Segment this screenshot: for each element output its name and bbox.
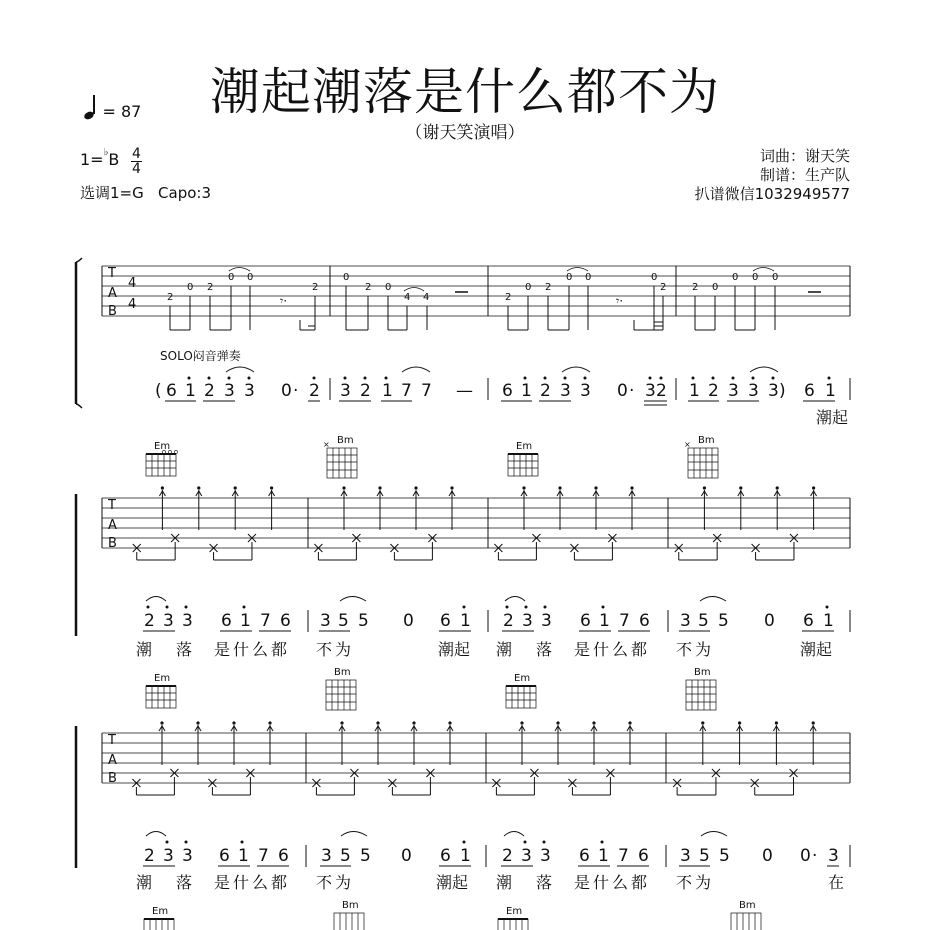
svg-text:4: 4	[404, 292, 411, 303]
svg-text:3: 3	[748, 381, 759, 401]
svg-text:潮: 潮	[496, 873, 513, 892]
svg-text:3: 3	[768, 381, 779, 401]
svg-text:Bm: Bm	[334, 667, 351, 678]
svg-text:Em: Em	[506, 906, 523, 917]
song-subtitle: （谢天笑演唱）	[405, 123, 525, 143]
svg-text:在: 在	[828, 873, 845, 892]
svg-text:2: 2	[167, 292, 174, 303]
chord-name-bm-2: Bm	[698, 435, 715, 446]
svg-text:·: ·	[812, 846, 818, 866]
svg-text:落: 落	[536, 873, 553, 892]
svg-text:6: 6	[639, 611, 650, 631]
svg-text:0: 0	[247, 272, 254, 283]
svg-text:1: 1	[825, 381, 836, 401]
svg-text:0: 0	[187, 282, 194, 293]
svg-text:5: 5	[338, 611, 349, 631]
svg-text:𝄾·: 𝄾·	[280, 294, 288, 308]
svg-text:落: 落	[536, 640, 553, 659]
chord-row-b	[146, 667, 716, 710]
svg-text:0: 0	[585, 272, 592, 283]
svg-text:0: 0	[772, 272, 779, 283]
svg-text:3: 3	[340, 381, 351, 401]
svg-text:不为: 不为	[676, 873, 715, 892]
svg-text:1: 1	[599, 611, 610, 631]
svg-text:6: 6	[502, 381, 513, 401]
svg-text:2: 2	[502, 846, 513, 866]
row2-jianpu-dots	[147, 606, 829, 609]
svg-text:2: 2	[708, 381, 719, 401]
svg-text:3: 3	[182, 846, 193, 866]
svg-text:1: 1	[240, 611, 251, 631]
accent-dot	[412, 721, 415, 724]
svg-text:落: 落	[176, 873, 193, 892]
accent-dot	[376, 721, 379, 724]
strum-pattern-3	[132, 721, 816, 795]
accent-dot	[594, 486, 597, 489]
svg-text:0: 0	[228, 272, 235, 283]
svg-text:是什么都: 是什么都	[214, 640, 291, 659]
svg-text:潮起: 潮起	[436, 873, 469, 892]
svg-text:2: 2	[365, 282, 372, 293]
svg-text:0: 0	[525, 282, 532, 293]
svg-text:1: 1	[185, 381, 196, 401]
accent-dot	[448, 721, 451, 724]
svg-text:0: 0	[651, 272, 658, 283]
svg-text:潮: 潮	[496, 640, 513, 659]
svg-text:Em: Em	[152, 906, 169, 917]
intro-jianpu	[155, 381, 836, 401]
intro-stems	[170, 286, 821, 330]
svg-text:Bm: Bm	[739, 900, 756, 911]
accent-dot	[520, 721, 523, 724]
svg-text:2: 2	[204, 381, 215, 401]
svg-text:7: 7	[619, 611, 630, 631]
svg-text:3: 3	[163, 611, 174, 631]
svg-text:A: A	[108, 753, 117, 768]
svg-text:7: 7	[260, 611, 271, 631]
row2-jianpu	[144, 611, 834, 631]
svg-text:3: 3	[182, 611, 193, 631]
svg-text:3: 3	[522, 611, 533, 631]
accent-dot	[775, 721, 778, 724]
svg-text:6: 6	[166, 381, 177, 401]
svg-text:6: 6	[579, 846, 590, 866]
svg-text:2: 2	[505, 292, 512, 303]
tab-letter-a: A	[108, 286, 117, 301]
svg-text:𝄾·: 𝄾·	[616, 294, 624, 308]
svg-text:2: 2	[207, 282, 214, 293]
chord-row-c	[144, 900, 761, 930]
svg-text:6: 6	[440, 611, 451, 631]
svg-text:不为: 不为	[676, 640, 715, 659]
accent-dot	[342, 486, 345, 489]
svg-text:是什么都: 是什么都	[574, 873, 651, 892]
chord-name-bm: Bm	[337, 435, 354, 446]
svg-text:0: 0	[281, 381, 292, 401]
svg-text:·: ·	[293, 381, 299, 401]
svg-text:Bm: Bm	[342, 900, 359, 911]
solo-label: SOLO闷音弹奏	[160, 349, 241, 363]
svg-text:—: —	[456, 381, 473, 401]
svg-text:3: 3	[828, 846, 839, 866]
svg-text:T: T	[108, 498, 116, 513]
row3-jianpu	[144, 846, 839, 866]
row2-lyrics	[136, 640, 832, 659]
tab-ts-bottom: 4	[128, 297, 137, 312]
svg-text:6: 6	[804, 381, 815, 401]
svg-text:T: T	[108, 733, 116, 748]
svg-text:Bm: Bm	[694, 667, 711, 678]
tab-letter-t: T	[108, 266, 116, 281]
svg-text:2: 2	[692, 282, 699, 293]
svg-text:2: 2	[656, 381, 667, 401]
svg-text:2: 2	[144, 611, 155, 631]
svg-text:·: ·	[629, 381, 635, 401]
svg-text:1: 1	[238, 846, 249, 866]
svg-text:3: 3	[580, 381, 591, 401]
intro-lyric-end: 潮起	[816, 408, 849, 427]
chord-name-em: Em	[154, 441, 171, 452]
svg-text:0: 0	[764, 611, 775, 631]
svg-text:3: 3	[728, 381, 739, 401]
tab-letter-b: B	[108, 304, 117, 319]
svg-text:(: (	[155, 381, 162, 401]
accent-dot	[630, 486, 633, 489]
accent-dot	[628, 721, 631, 724]
accent-dot	[558, 486, 561, 489]
svg-text:×: ×	[323, 440, 330, 449]
svg-text:Em: Em	[514, 673, 531, 684]
accent-dot	[556, 721, 559, 724]
tab-clef-1	[107, 266, 136, 319]
accent-dot	[234, 486, 237, 489]
svg-text:0: 0	[752, 272, 759, 283]
svg-text:3: 3	[320, 611, 331, 631]
svg-text:2: 2	[309, 381, 320, 401]
svg-text:2: 2	[540, 381, 551, 401]
svg-text:是什么都: 是什么都	[574, 640, 651, 659]
accent-dot	[161, 486, 164, 489]
svg-text:5: 5	[358, 611, 369, 631]
svg-text:0: 0	[403, 611, 414, 631]
accent-dot	[160, 721, 163, 724]
accent-dot	[270, 486, 273, 489]
svg-text:不为: 不为	[316, 873, 355, 892]
svg-text:×: ×	[684, 440, 691, 449]
svg-text:Em: Em	[154, 673, 171, 684]
svg-text:6: 6	[278, 846, 289, 866]
accent-dot	[522, 486, 525, 489]
svg-text:落: 落	[176, 640, 193, 659]
accent-dot	[812, 721, 815, 724]
accent-dot	[378, 486, 381, 489]
svg-text:2: 2	[545, 282, 552, 293]
svg-text:0: 0	[343, 272, 350, 283]
accent-dot	[340, 721, 343, 724]
accent-dot	[776, 486, 779, 489]
svg-text:5: 5	[360, 846, 371, 866]
accent-dot	[197, 486, 200, 489]
credit-composer: 词曲：谢天笑	[759, 147, 850, 165]
svg-text:3: 3	[645, 381, 656, 401]
accent-dot	[701, 721, 704, 724]
svg-text:6: 6	[219, 846, 230, 866]
chord-row-a	[146, 435, 718, 478]
accent-dot	[812, 486, 815, 489]
svg-text:3: 3	[163, 846, 174, 866]
accent-dot	[232, 721, 235, 724]
svg-text:B: B	[108, 771, 117, 786]
svg-text:3: 3	[541, 611, 552, 631]
svg-text:5: 5	[340, 846, 351, 866]
svg-text:5: 5	[719, 846, 730, 866]
svg-text:6: 6	[638, 846, 649, 866]
svg-text:0: 0	[401, 846, 412, 866]
svg-text:7: 7	[421, 381, 432, 401]
svg-text:3: 3	[224, 381, 235, 401]
key-signature: 1=♭B	[80, 146, 120, 169]
svg-text:2: 2	[144, 846, 155, 866]
row3-jianpu-dots	[166, 841, 604, 844]
svg-text:2: 2	[312, 282, 319, 293]
svg-text:3: 3	[680, 611, 691, 631]
song-title: 潮起潮落是什么都不为	[210, 63, 720, 121]
svg-text:): )	[779, 381, 786, 401]
svg-text:0: 0	[800, 846, 811, 866]
svg-text:2: 2	[360, 381, 371, 401]
svg-text:3: 3	[540, 846, 551, 866]
row3-lyrics	[136, 873, 844, 892]
accent-dot	[450, 486, 453, 489]
svg-text:3: 3	[244, 381, 255, 401]
svg-text:0: 0	[566, 272, 573, 283]
svg-text:潮: 潮	[136, 873, 153, 892]
svg-text:3: 3	[521, 846, 532, 866]
tab-ts-top: 4	[128, 276, 137, 291]
credit-arranger: 制谱：生产队	[759, 166, 850, 184]
accent-dot	[703, 486, 706, 489]
svg-text:1: 1	[460, 846, 471, 866]
svg-text:潮: 潮	[136, 640, 153, 659]
svg-text:不为: 不为	[316, 640, 355, 659]
accent-dot	[739, 486, 742, 489]
svg-text:6: 6	[580, 611, 591, 631]
svg-text:0: 0	[762, 846, 773, 866]
capo-info: 选调1=G Capo:3	[80, 184, 212, 202]
svg-text:5: 5	[698, 611, 709, 631]
svg-text:1: 1	[823, 611, 834, 631]
accent-dot	[196, 721, 199, 724]
svg-text:7: 7	[258, 846, 269, 866]
svg-text:4: 4	[423, 292, 430, 303]
svg-text:7: 7	[618, 846, 629, 866]
svg-text:是什么都: 是什么都	[214, 873, 291, 892]
svg-text:3: 3	[680, 846, 691, 866]
svg-text:3: 3	[560, 381, 571, 401]
time-signature: 4 4	[132, 146, 141, 177]
svg-text:0: 0	[732, 272, 739, 283]
svg-text:2: 2	[660, 282, 667, 293]
svg-text:1: 1	[689, 381, 700, 401]
accent-dot	[738, 721, 741, 724]
svg-text:3: 3	[321, 846, 332, 866]
strum-pattern-2	[133, 486, 817, 560]
svg-text:潮起: 潮起	[800, 640, 833, 659]
svg-text:1: 1	[521, 381, 532, 401]
svg-text:潮起: 潮起	[438, 640, 471, 659]
svg-text:0: 0	[617, 381, 628, 401]
svg-text:1: 1	[460, 611, 471, 631]
credit-contact: 扒谱微信1032949577	[694, 185, 850, 203]
svg-text:7: 7	[401, 381, 412, 401]
svg-text:6: 6	[280, 611, 291, 631]
chord-name-em-2: Em	[516, 441, 533, 452]
svg-text:6: 6	[221, 611, 232, 631]
svg-text:1: 1	[598, 846, 609, 866]
svg-text:5: 5	[718, 611, 729, 631]
accent-dot	[268, 721, 271, 724]
intro-fret-numbers	[167, 272, 778, 303]
svg-text:2: 2	[503, 611, 514, 631]
svg-text:1: 1	[382, 381, 393, 401]
svg-text:0: 0	[712, 282, 719, 293]
accent-dot	[592, 721, 595, 724]
svg-text:A: A	[108, 518, 117, 533]
svg-text:6: 6	[803, 611, 814, 631]
svg-text:6: 6	[440, 846, 451, 866]
svg-text:5: 5	[699, 846, 710, 866]
tempo-value: = 87	[102, 102, 142, 121]
accent-dot	[414, 486, 417, 489]
svg-text:B: B	[108, 536, 117, 551]
intro-jianpu-dots	[188, 377, 831, 380]
svg-text:0: 0	[385, 282, 392, 293]
